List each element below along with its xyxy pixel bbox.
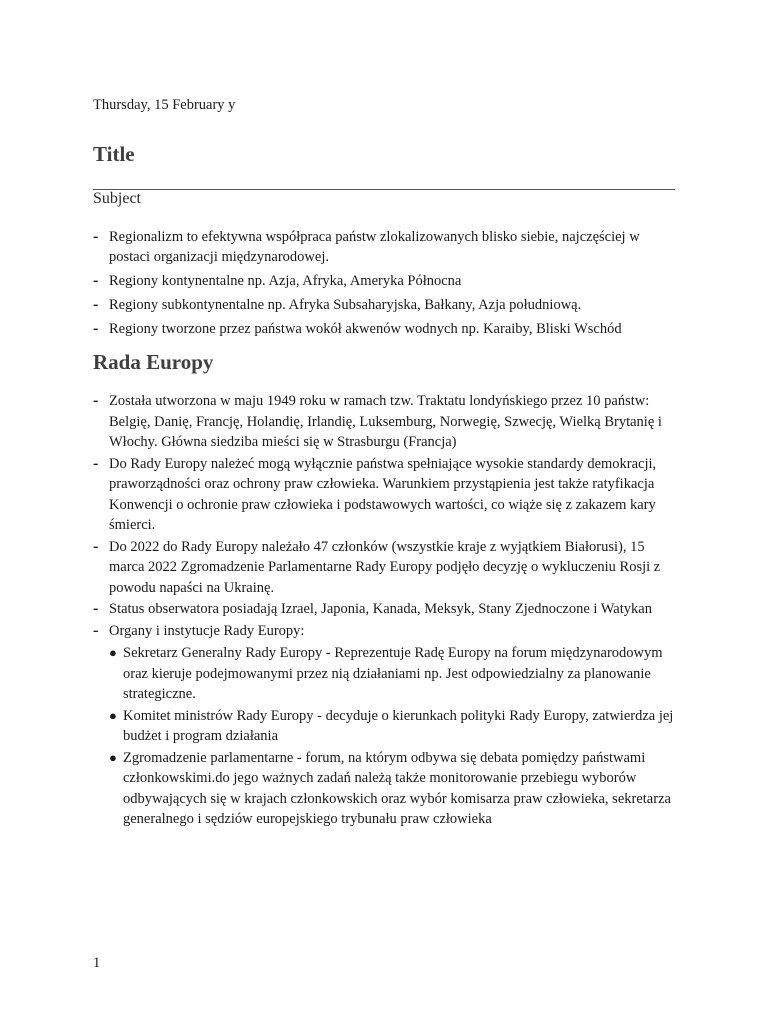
list-item: - Regionalizm to efektywna współpraca państw zlokalizowanych blisko siebie, najczęściej w postaci organizacji międzynarodowej. [93, 228, 640, 265]
list-item: - Organy i instytucje Rady Europy: ● Sekretarz Generalny Rady Europy - Reprezentuje Radę Europy na forum międzynarodowym oraz kieruje podejmowanymi przez nią działaniami np. Jest odpowiedzialny za planowanie strategiczne. ● Komitet ministrów Rady Europy - decyduje o kierunkach polityki Rady Europy, zatwierdza jej budżet i program działania ● Zgromadzenie parlamentarne - forum, na którym odbywa się debata pomiędzy państwami członkowskimi.do jego ważnych zadań należą także monitorowanie przebiegu wyborów odbywających się w krajach członkowskich oraz wybór komisarza praw człowieka, sekretarza generalnego i sędziów europejskiego trybunału praw człowieka [93, 621, 683, 830]
list-item: - Do Rady Europy należeć mogą wyłącznie państwa spełniające wysokie standardy demokracji, praworządności oraz ochrony praw człowieka. Warunkiem przystąpienia jest także ratyfikacja Konwencji o ochronie praw człowieka i podstawowych wartości, co wiąże się z zakazem kary śmierci. [93, 454, 657, 533]
dash-bullet-icon: - [93, 454, 99, 472]
dash-bullet-icon: - [93, 537, 99, 555]
list-item: - Regiony kontynentalne np. Azja, Afryka, Ameryka Północna [93, 272, 462, 289]
list-item: - Regiony tworzone przez państwa wokół akwenów wodnych np. Karaiby, Bliski Wschód [93, 320, 622, 337]
dash-bullet-icon: - [93, 320, 99, 337]
list-item: - Została utworzona w maju 1949 roku w ramach tzw. Traktatu londyńskiego przez 10 państw: Belgię, Danię, Francję, Holandię, Irlandię, Luksemburg, Norwegię, Szwecję, Wielką Brytanię i Włochy. Główna siedziba mieści się w Strasburgu (Francja) [93, 392, 662, 450]
list-item: - Regiony subkontynentalne np. Afryka Subsaharyjska, Bałkany, Azja południową. [93, 296, 582, 313]
dot-bullet-icon: ● [109, 749, 117, 765]
dash-bullet-icon: - [93, 600, 99, 617]
list-item: - Status obserwatora posiadają Izrael, Japonia, Kanada, Meksyk, Stany Zjednoczone i Watykan [93, 599, 683, 620]
title-divider [93, 189, 675, 190]
document-subject: Subject [93, 190, 141, 207]
page-number: 1 [93, 955, 101, 971]
document-title: Title [93, 142, 135, 166]
dot-bullet-icon: ● [109, 707, 117, 723]
dash-bullet-icon: - [93, 228, 99, 245]
section-list [93, 391, 683, 831]
dash-bullet-icon: - [93, 296, 99, 313]
dash-bullet-icon: - [93, 272, 99, 289]
dash-bullet-icon: - [93, 392, 99, 409]
header-date: Thursday, 15 February y [93, 97, 236, 113]
sublist-item: ● Komitet ministrów Rady Europy - decyduje o kierunkach polityki Rady Europy, zatwierdza jej budżet i program działania [109, 707, 674, 744]
sublist-item: ● Sekretarz Generalny Rady Europy - Reprezentuje Radę Europy na forum międzynarodowym oraz kieruje podejmowanymi przez nią działaniami np. Jest odpowiedzialny za planowanie strategiczne. [109, 645, 663, 702]
organs-sublist [109, 643, 683, 830]
intro-list [93, 227, 683, 343]
dot-bullet-icon: ● [109, 645, 117, 660]
dash-bullet-icon: - [93, 621, 99, 639]
sublist-item: ● Zgromadzenie parlamentarne - forum, na którym odbywa się debata pomiędzy państwami członkowskimi.do jego ważnych zadań należą także monitorowanie przebiegu wyborów odbywających się w krajach członkowskich oraz wybór komisarza praw człowieka, sekretarza generalnego i sędziów europejskiego trybunału praw człowieka [109, 749, 671, 827]
section-heading: Rada Europy [93, 350, 214, 374]
list-item: - Do 2022 do Rady Europy należało 47 członków (wszystkie kraje z wyjątkiem Białorusi), 15 marca 2022 Zgromadzenie Parlamentarne Rady Europy podjęło decyzję o wykluczeniu Rosji z powodu napaści na Ukrainę. [93, 537, 661, 596]
